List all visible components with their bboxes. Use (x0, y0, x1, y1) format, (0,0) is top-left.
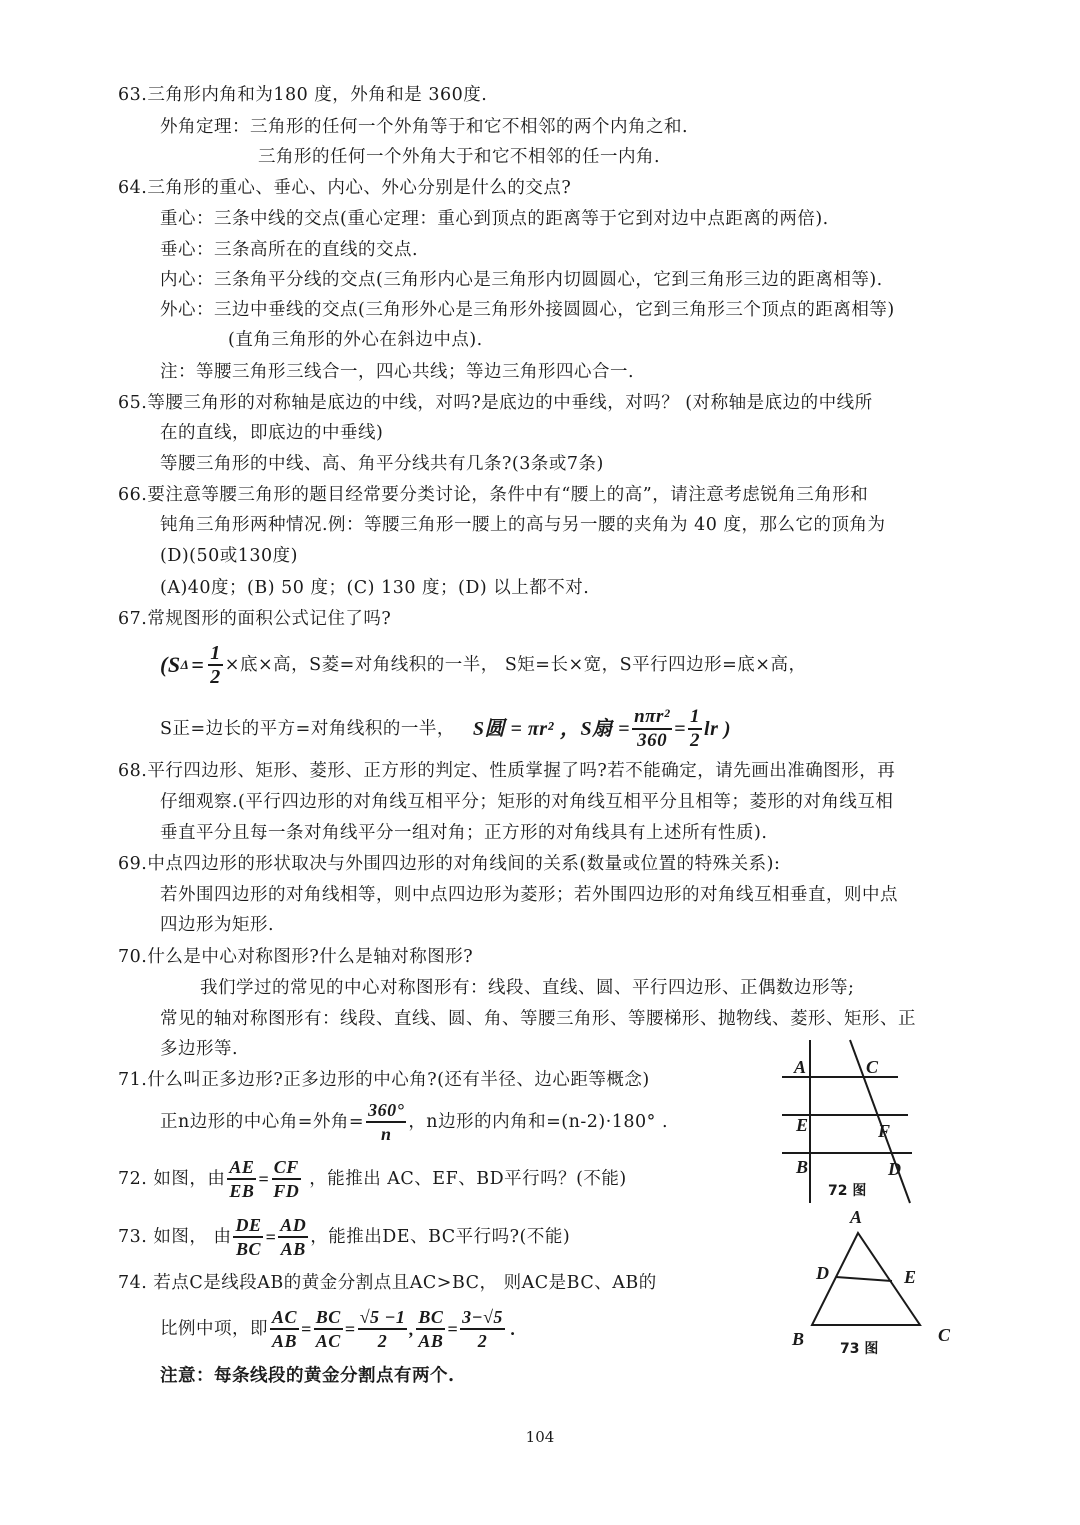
fig73-label-D: D (816, 1263, 829, 1283)
fraction-central-angle: $\frac{360^\circ}{n}$ (368, 1100, 405, 1144)
item-69-line-2: 四边形为矩形. (160, 915, 275, 935)
item-66-heading: 66.要注意等腰三角形的题目经常要分类讨论，条件中有“腰上的高”，请注意考虑锐角三角形和 (118, 485, 869, 505)
fraction-de-bc: $\frac{DE}{BC}$ (235, 1215, 262, 1259)
item-68-line-2: 垂直平分且每一条对角线平分一组对角；正方形的对角线具有上述所有性质). (160, 823, 768, 843)
item-66-answer: (D)(50或130度) (160, 546, 299, 566)
fraction-cf-fd: $\frac{CF}{FD}$ (273, 1157, 300, 1201)
fig73-label-A: A (850, 1207, 863, 1227)
fraction-one-half: $\frac{1}{2}$ (210, 642, 221, 688)
figure-73-triangle (780, 1205, 960, 1365)
item-63-heading: 63.三角形内角和为180 度，外角和是 360度. (118, 85, 488, 105)
item-70-line-1: 我们学过的常见的中心对称图形有：线段、直线、圆、平行四边形、正偶数边形等; (200, 978, 855, 998)
fig73-label-B: B (792, 1329, 805, 1349)
item-71-formula: 正n边形的中心角=外角= $\frac{360^\circ}{n}$ ，n边形的内角和=(n-2)·180° . (160, 1100, 669, 1144)
item-74-formula: 比例中项，即 $\frac{AC}{AB}$ = $\frac{BC}{AC}$ = $\frac{√5 -1}{2}$ , $\frac{BC}{AB}$ = $\frac{3-√5}{2}$ . (160, 1307, 516, 1351)
fig73-label-C: C (938, 1325, 951, 1345)
item-64-line-5: (直角三角形的外心在斜边中点). (228, 330, 483, 350)
fraction-sector: $\frac{\text{nπr²}}{360}$ (634, 706, 671, 751)
fraction-ae-eb: $\frac{AE}{EB}$ (229, 1157, 255, 1201)
item-66-options: (A)40度；(B) 50 度；(C) 130 度；(D) 以上都不对. (160, 578, 590, 598)
page-number: 104 (525, 1428, 555, 1446)
item-65-line-1: 在的直线，即底边的中垂线) (160, 423, 384, 443)
item-67-heading: 67.常规图形的面积公式记住了吗? (118, 609, 392, 629)
item-64-line-3: 内心：三条角平分线的交点(三角形内心是三角形内切圆圆心，它到三角形三边的距离相等). (160, 270, 883, 290)
item-68-heading: 68.平行四边形、矩形、菱形、正方形的判定、性质掌握了吗?若不能确定，请先画出准确图形，再 (118, 761, 896, 781)
item-64-line-1: 重心：三条中线的交点(重心定理：重心到顶点的距离等于它到对边中点距离的两倍). (160, 209, 829, 229)
item-72: 72. 如图，由 $\frac{AE}{EB}$ = $\frac{CF}{FD}$ ，能推出 AC、EF、BD平行吗？(不能) (118, 1157, 627, 1201)
formula-paren: ( (160, 652, 168, 677)
formula-s-triangle-sub: Δ (180, 657, 190, 672)
fig72-label-C: C (866, 1057, 879, 1077)
fig73-caption: 73 图 (840, 1341, 879, 1357)
item-69-line-1: 若外围四边形的对角线相等，则中点四边形为菱形；若外围四边形的对角线互相垂直，则中点 (160, 885, 898, 905)
formula-sector-lhs: S扇 = (580, 718, 631, 740)
formula-1-rest: ×底×高，S菱=对角线积的一半， S矩=长×宽，S平行四边形=底×高， (224, 655, 807, 675)
item-71-heading: 71.什么叫正多边形?正多边形的中心角?(还有半径、边心距等概念) (118, 1070, 650, 1090)
fig72-label-F: F (878, 1121, 891, 1141)
item-65-line-2: 等腰三角形的中线、高、角平分线共有几条?(3条或7条) (160, 454, 604, 474)
fig72-label-D: D (888, 1159, 901, 1179)
item-64-line-4: 外心：三边中垂线的交点(三角形外心是三角形外接圆圆心，它到三角形三个顶点的距离相等) (160, 300, 895, 320)
item-67-formula-2: S正=边长的平方=对角线积的一半， S圆 = πr² ， S扇 = $\frac{\text{nπr²}}{360}$ = $\frac{1}{2}$ lr ) (160, 706, 732, 751)
item-64-heading: 64.三角形的重心、垂心、内心、外心分别是什么的交点? (118, 178, 572, 198)
item-69-heading: 69.中点四边形的形状取决与外围四边形的对角线间的关系(数量或位置的特殊关系): (118, 854, 781, 874)
formula-circle-area: S圆 = πr² (472, 718, 555, 740)
fig72-label-B: B (796, 1157, 809, 1177)
item-65-heading: 65.等腰三角形的对称轴是底边的中线，对吗?是底边的中垂线，对吗？ (对称轴是底边的中线所 (118, 393, 873, 413)
item-73: 73. 如图， 由 $\frac{DE}{BC}$ = $\frac{AD}{AB}$ ，能推出DE、BC平行吗?(不能) (118, 1215, 571, 1259)
fig72-caption: 72 图 (828, 1183, 867, 1199)
figure-72-parallel-lines (770, 1035, 930, 1210)
item-64-note: 注：等腰三角形三线合一，四心共线；等边三角形四心合一. (160, 362, 635, 382)
fig73-label-E: E (904, 1267, 917, 1287)
item-67-formula-1: ( S Δ = $\frac{1}{2}$ ×底×高，S菱=对角线积的一半， S矩=长×宽，S平行四边形=底×高， (160, 642, 807, 688)
fig72-label-E: E (796, 1115, 809, 1135)
formula-s-triangle: S (167, 652, 181, 677)
item-70-line-2: 常见的轴对称图形有：线段、直线、圆、角、等腰三角形、等腰梯形、抛物线、菱形、矩形、正 (160, 1009, 916, 1029)
item-70-line-3: 多边形等. (160, 1039, 239, 1059)
fig72-label-A: A (794, 1057, 807, 1077)
formula-square-text: S正=边长的平方=对角线积的一半， (160, 719, 455, 739)
item-63-line-1: 外角定理：三角形的任何一个外角等于和它不相邻的两个内角之和. (160, 117, 689, 137)
item-64-line-2: 垂心：三条高所在的直线的交点. (160, 240, 419, 260)
item-74-heading: 74. 若点C是线段AB的黄金分割点且AC>BC， 则AC是BC、AB的 (118, 1273, 657, 1293)
item-63-line-2: 三角形的任何一个外角大于和它不相邻的任一内角. (258, 147, 661, 167)
item-68-line-1: 仔细观察.(平行四边形的对角线互相平分；矩形的对角线互相平分且相等；菱形的对角线互相 (160, 792, 894, 812)
item-70-heading: 70.什么是中心对称图形?什么是轴对称图形? (118, 947, 474, 967)
item-66-line-1: 钝角三角形两种情况.例：等腰三角形一腰上的高与另一腰的夹角为 40 度，那么它的顶角为 (160, 515, 886, 535)
fraction-half-2: $\frac{1}{2}$ (690, 706, 701, 751)
fraction-ad-ab: $\frac{AD}{AB}$ (280, 1215, 307, 1259)
item-74-note: 注意：每条线段的黄金分割点有两个. (160, 1366, 455, 1386)
